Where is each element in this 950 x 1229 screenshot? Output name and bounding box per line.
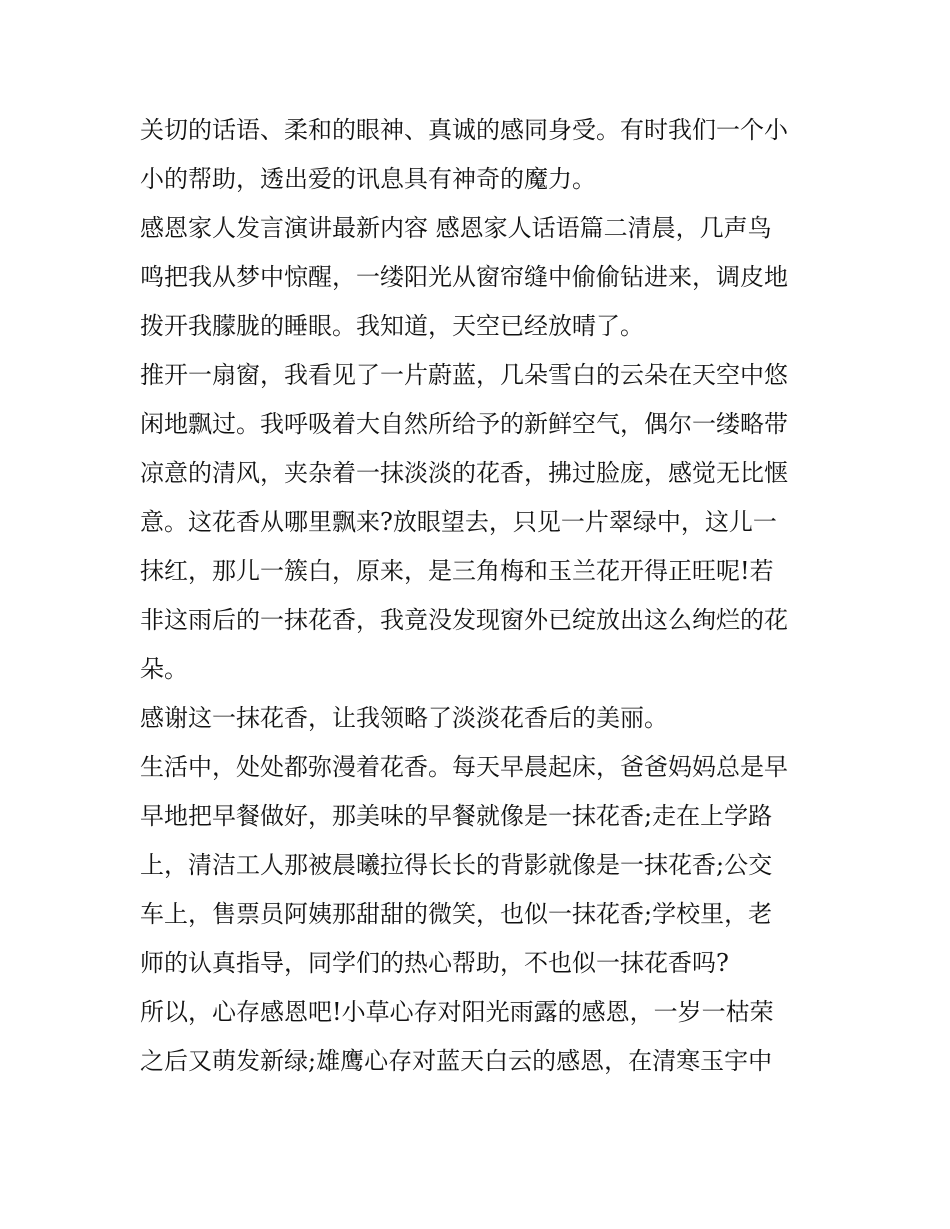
text-line: 小的帮助，透出爱的讯息具有神奇的魔力。 [140, 165, 596, 193]
text-line: 凉意的清风，夹杂着一抹淡淡的花香，拂过脸庞，感觉无比惬 [140, 459, 788, 487]
text-line: 生活中，处处都弥漫着花香。每天早晨起床，爸爸妈妈总是早 [140, 753, 788, 781]
text-line: 意。这花香从哪里飘来?放眼望去，只见一片翠绿中，这儿一 [140, 508, 777, 536]
text-line: 早地把早餐做好，那美味的早餐就像是一抹花香;走在上学路 [140, 802, 773, 830]
text-line: 拨开我朦胧的睡眼。我知道，天空已经放晴了。 [140, 312, 644, 340]
text-line: 上，清洁工人那被晨曦拉得长长的背影就像是一抹花香;公交 [140, 851, 773, 879]
document-body [140, 106, 820, 1086]
text-line: 车上，售票员阿姨那甜甜的微笑，也似一抹花香;学校里，老 [140, 900, 773, 928]
text-line: 推开一扇窗，我看见了一片蔚蓝，几朵雪白的云朵在天空中悠 [140, 361, 788, 389]
text-line: 闲地飘过。我呼吸着大自然所给予的新鲜空气，偶尔一缕略带 [140, 410, 788, 438]
text-line: 非这雨后的一抹花香，我竟没发现窗外已绽放出这么绚烂的花 [140, 606, 788, 634]
text-line: 所以，心存感恩吧!小草心存对阳光雨露的感恩，一岁一枯荣 [140, 998, 774, 1026]
text-line: 感恩家人发言演讲最新内容 感恩家人话语篇二清晨，几声鸟 [140, 214, 772, 242]
text-line: 抹红，那儿一簇白，原来，是三角梅和玉兰花开得正旺呢!若 [140, 557, 774, 585]
text-line: 感谢这一抹花香，让我领略了淡淡花香后的美丽。 [140, 704, 668, 732]
text-line: 师的认真指导，同学们的热心帮助，不也似一抹花香吗? [140, 949, 729, 977]
text-line: 鸣把我从梦中惊醒，一缕阳光从窗帘缝中偷偷钻进来，调皮地 [140, 263, 788, 291]
text-line: 关切的话语、柔和的眼神、真诚的感同身受。有时我们一个小 [140, 116, 788, 144]
text-line: 之后又萌发新绿;雄鹰心存对蓝天白云的感恩，在清寒玉宇中 [140, 1047, 773, 1075]
text-line: 朵。 [140, 655, 188, 683]
